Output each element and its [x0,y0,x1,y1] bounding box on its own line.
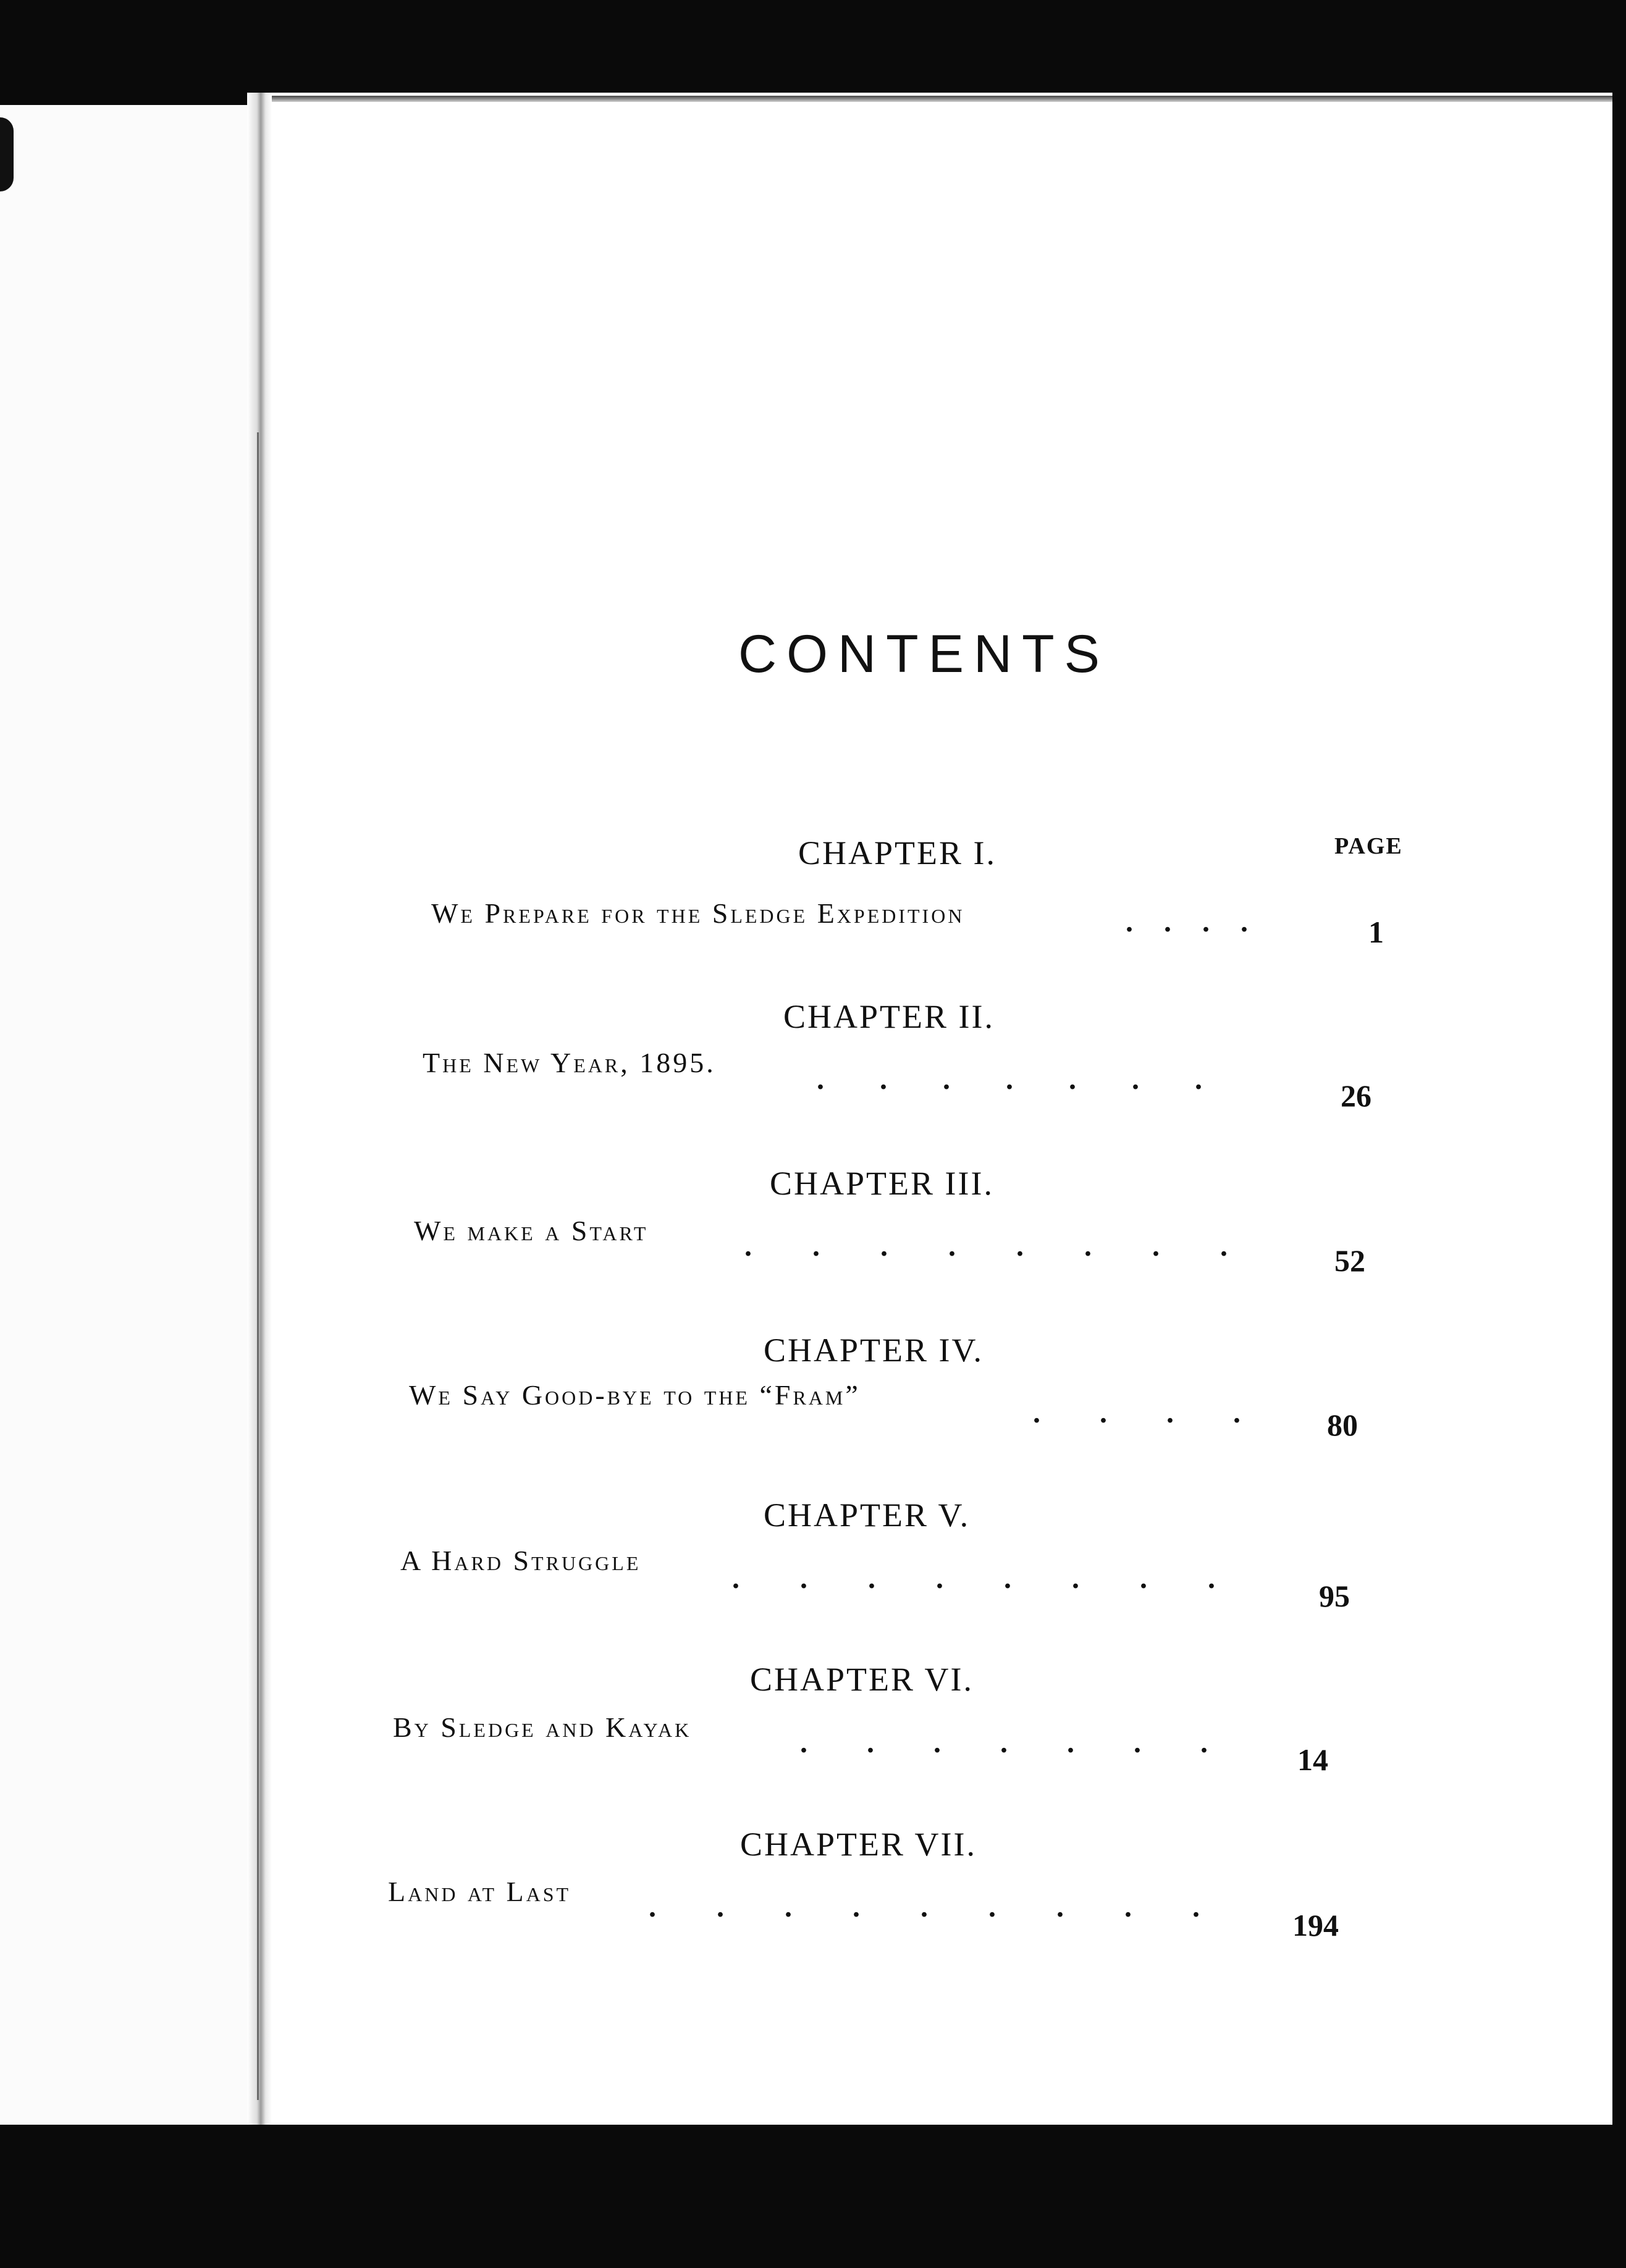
dot-leader: .... [1126,905,1279,938]
book-gutter [247,93,272,2137]
chapter-title: By Sledge and Kayak [393,1712,692,1743]
page-top-edge [272,96,1612,102]
dot-leader: .... [1033,1396,1300,1429]
dot-leader: ....... [800,1726,1267,1759]
facing-page [0,105,266,2137]
chapter-heading: CHAPTER IV. [764,1332,984,1369]
chapter-heading: CHAPTER III. [770,1165,994,1202]
chapter-heading: CHAPTER II. [783,998,995,1035]
page-column-label: PAGE [1334,833,1403,859]
chapter-title: The New Year, 1895. [423,1047,716,1078]
page-number: 1 [1368,915,1384,949]
chapter-title: Land at Last [388,1876,571,1907]
page-number: 194 [1292,1908,1339,1942]
chapter-title: We make a Start [414,1215,649,1246]
chapter-heading: CHAPTER VI. [750,1661,974,1698]
contents-heading: CONTENTS [738,624,1110,684]
chapter-heading: CHAPTER I. [798,834,997,872]
page-number: 26 [1341,1078,1371,1113]
page-number: 80 [1327,1408,1358,1442]
scan-border-right [1612,0,1626,2268]
dot-leader: ........ [744,1230,1288,1262]
scan-border-bottom [0,2125,1626,2268]
chapter-heading: CHAPTER VII. [740,1826,977,1863]
chapter-title: We Say Good-bye to the “Fram” [409,1379,861,1411]
dot-leader: ....... [817,1063,1258,1096]
scan-border-top [0,0,1626,105]
gutter-crease [257,432,259,2100]
dot-leader: ......... [649,1891,1260,1923]
page-number: 14 [1297,1742,1328,1777]
dot-leader: ........ [732,1562,1276,1595]
chapter-heading: CHAPTER V. [764,1497,971,1534]
page-number: 52 [1334,1243,1365,1278]
chapter-title: A Hard Struggle [400,1545,641,1576]
page-number: 95 [1319,1579,1350,1613]
facing-page-edge-mark [0,117,14,191]
chapter-title: We Prepare for the Sledge Expedition [431,897,965,929]
